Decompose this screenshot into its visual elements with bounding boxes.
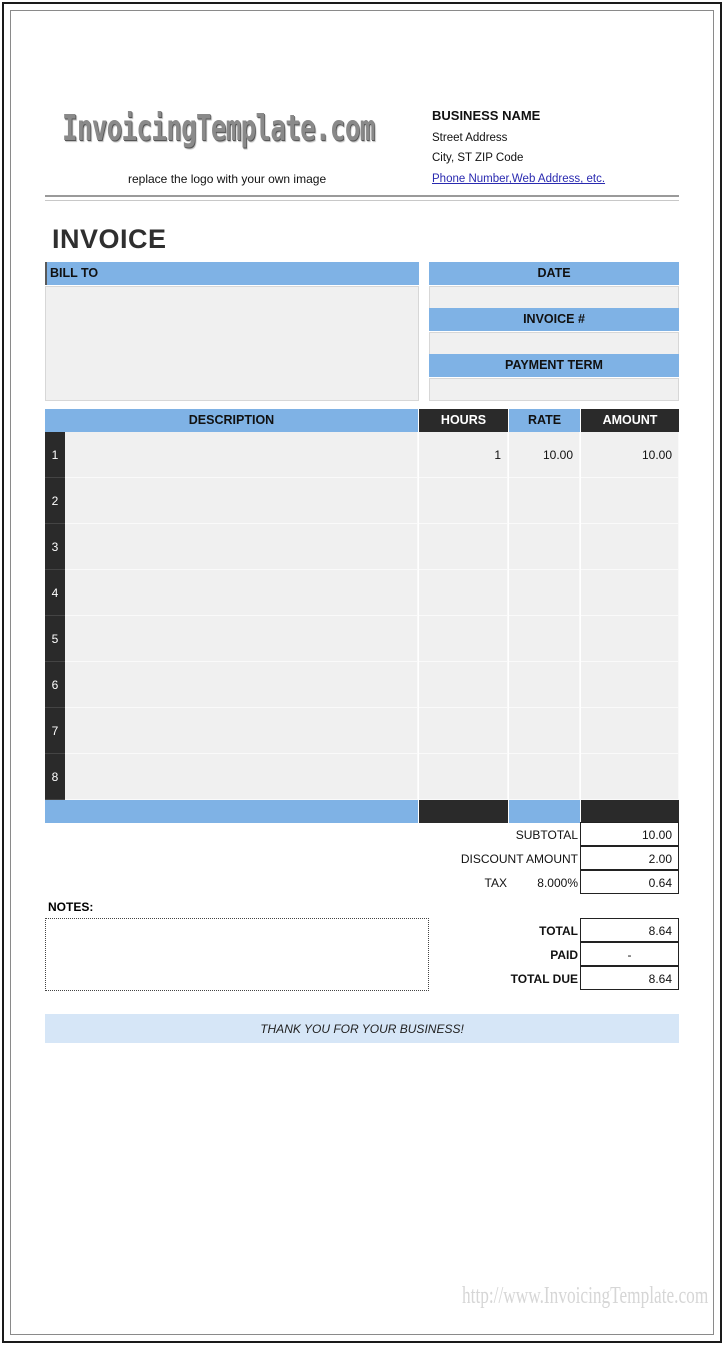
table-footer-hours [419,800,508,823]
amount-cell [581,708,679,754]
table-footer-amount [581,800,679,823]
row-number: 7 [45,708,65,754]
hours-column-header: HOURS [419,409,508,432]
amount-cell [581,616,679,662]
row-number: 2 [45,478,65,524]
description-cell[interactable] [65,662,418,708]
discount-value[interactable]: 2.00 [580,846,679,870]
paid-value[interactable]: - [580,942,679,966]
description-cell[interactable] [65,432,418,478]
total-value: 8.64 [580,918,679,942]
description-cell[interactable] [65,616,418,662]
business-name: BUSINESS NAME [432,108,541,123]
company-logo: InvoicingTemplate.com [62,108,375,149]
rate-cell[interactable] [509,708,580,754]
amount-cell [581,662,679,708]
amount-cell [581,754,679,800]
hours-cell[interactable] [419,616,508,662]
description-cell[interactable] [65,754,418,800]
rate-cell[interactable] [509,524,580,570]
hours-cell[interactable] [419,662,508,708]
table-footer-description [45,800,418,823]
notes-label: NOTES: [48,900,94,914]
hours-cell[interactable] [419,570,508,616]
description-cell[interactable] [65,570,418,616]
description-cell[interactable] [65,708,418,754]
invoice-title: INVOICE [52,224,167,254]
hours-cell[interactable]: 1 [419,432,508,478]
business-city: City, ST ZIP Code [432,152,524,164]
amount-cell [581,478,679,524]
total-label: TOTAL [539,924,578,938]
hours-cell[interactable] [419,708,508,754]
rate-cell[interactable]: 10.00 [509,432,580,478]
logo-hint: replace the logo with your own image [128,172,327,186]
description-cell[interactable] [65,478,418,524]
rate-cell[interactable] [509,478,580,524]
total-due-label: TOTAL DUE [510,972,578,986]
hours-cell[interactable] [419,524,508,570]
header-divider [45,195,679,197]
rate-cell[interactable] [509,662,580,708]
payment-term-field[interactable] [429,378,679,401]
subtotal-label: SUBTOTAL [515,828,578,842]
notes-field[interactable] [45,918,429,991]
thank-you-banner: THANK YOU FOR YOUR BUSINESS! [45,1014,679,1043]
subtotal-value: 10.00 [580,822,679,846]
amount-cell: 10.00 [581,432,679,478]
paid-label: PAID [550,948,578,962]
tax-rate[interactable]: 8.000% [537,876,578,890]
hours-cell[interactable] [419,754,508,800]
total-due-value: 8.64 [580,966,679,990]
invoice-number-field[interactable] [429,332,679,355]
payment-term-header: PAYMENT TERM [429,354,679,377]
header-divider-thin [45,200,679,201]
row-number: 5 [45,616,65,662]
row-number: 4 [45,570,65,616]
invoice-number-header: INVOICE # [429,308,679,331]
description-cell[interactable] [65,524,418,570]
bill-to-header: BILL TO [45,262,419,285]
description-column-header: DESCRIPTION [45,409,418,432]
row-number: 3 [45,524,65,570]
amount-cell [581,570,679,616]
row-number: 6 [45,662,65,708]
table-footer-rate [509,800,580,823]
date-header: DATE [429,262,679,285]
date-field[interactable] [429,286,679,309]
business-contact-link[interactable]: Phone Number,Web Address, etc. [432,173,606,185]
row-number: 8 [45,754,65,800]
business-street: Street Address [432,132,508,144]
amount-cell [581,524,679,570]
rate-cell[interactable] [509,616,580,662]
rate-cell[interactable] [509,570,580,616]
rate-column-header: RATE [509,409,580,432]
tax-label: TAX [484,876,507,890]
watermark: http://www.InvoicingTemplate.com [462,1283,709,1309]
row-number: 1 [45,432,65,478]
hours-cell[interactable] [419,478,508,524]
amount-column-header: AMOUNT [581,409,679,432]
tax-value: 0.64 [580,870,679,894]
rate-cell[interactable] [509,754,580,800]
discount-label: DISCOUNT AMOUNT [460,852,578,866]
bill-to-field[interactable] [45,286,419,401]
